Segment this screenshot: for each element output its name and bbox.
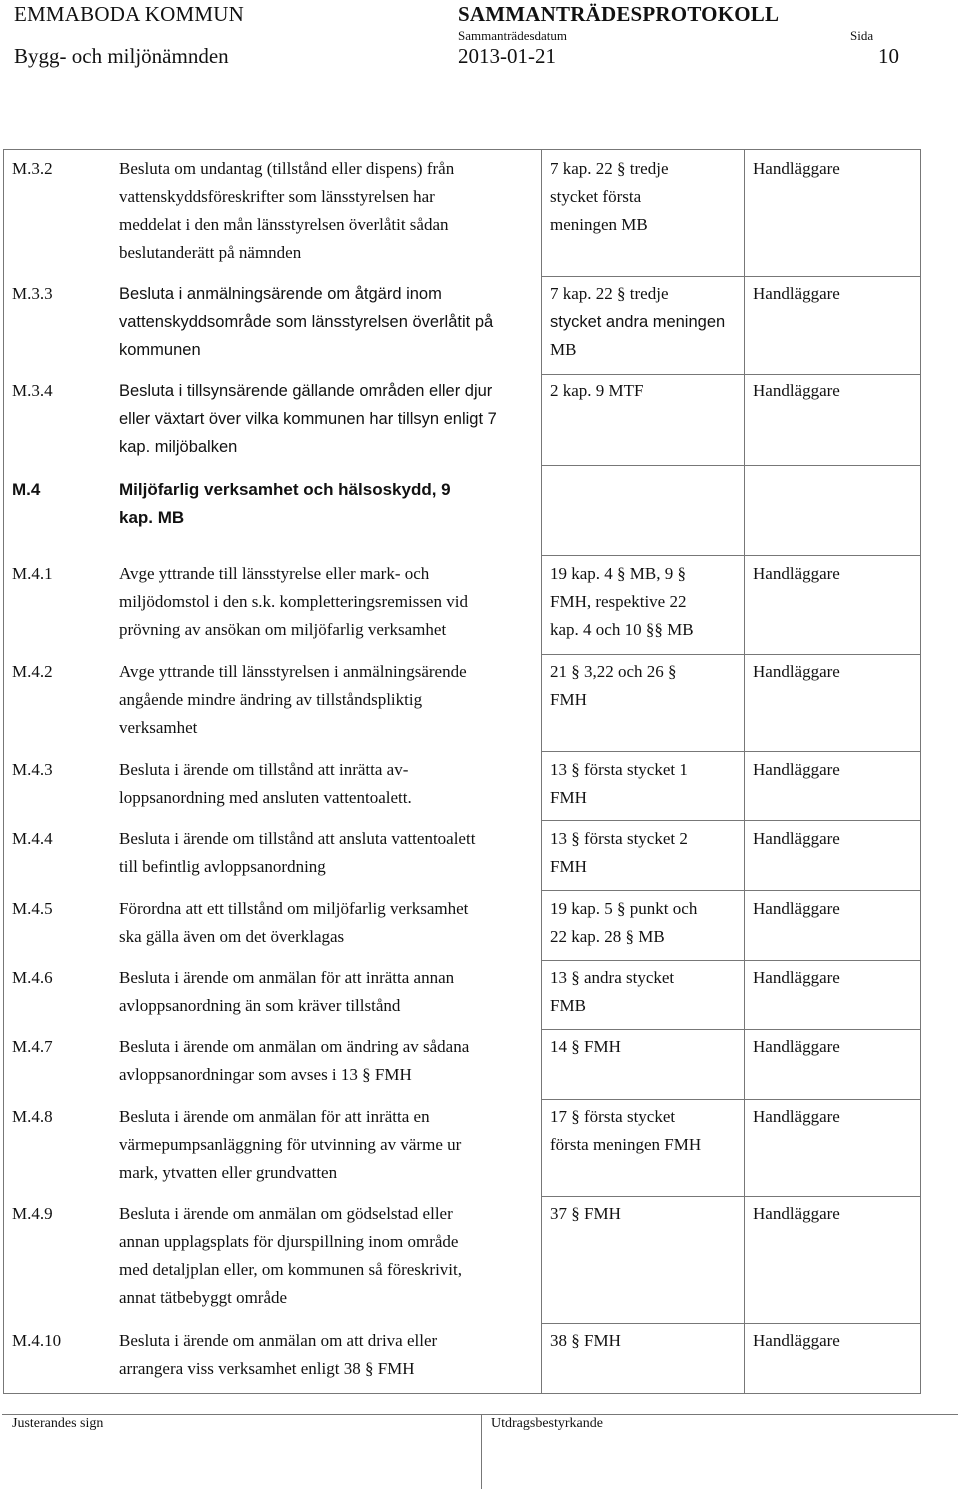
legal-reference — [550, 1033, 746, 1061]
row-divider — [541, 751, 920, 752]
row-divider — [541, 1196, 920, 1197]
row-divider — [541, 820, 920, 821]
description-line: annan upplagsplats för djurspillning inom område — [119, 1232, 459, 1251]
description-line: meddelat i den mån länsstyrelsen överlåtit sådan — [119, 215, 449, 234]
committee-name: Bygg- och miljönämnden — [14, 44, 229, 68]
reference-line: stycket första — [550, 187, 642, 206]
row-description — [119, 377, 539, 461]
document-type: SAMMANTRÄDESPROTOKOLL — [458, 2, 780, 26]
reference-line: FMH — [550, 788, 587, 807]
row-id: M.4.5 — [12, 899, 53, 918]
row-divider — [541, 555, 920, 556]
description-line: Förordna att ett tillstånd om miljöfarlig verksamhet — [119, 899, 469, 918]
row-description — [119, 560, 539, 644]
reference-line: 19 kap. 5 § punkt och — [550, 899, 698, 918]
reference-line: stycket andra meningen — [550, 313, 726, 331]
reference-line: FMH, respektive 22 — [550, 592, 687, 611]
delegate-role: Handläggare — [753, 564, 840, 583]
extract-certification-label: Utdragsbestyrkande — [491, 1416, 603, 1431]
row-description — [119, 280, 539, 364]
row-description — [119, 895, 539, 951]
row-id: M.4.8 — [12, 1107, 53, 1126]
row-id: M.4.3 — [12, 760, 53, 779]
legal-reference — [550, 756, 746, 812]
row-description — [119, 1033, 539, 1089]
row-id: M.4.9 — [12, 1204, 53, 1223]
description-line: kommunen — [119, 341, 201, 359]
row-id: M.4.2 — [12, 662, 53, 681]
legal-reference — [550, 964, 746, 1020]
approver-signature-label: Justerandes sign — [12, 1416, 104, 1431]
delegate-role: Handläggare — [753, 159, 840, 178]
row-description — [119, 1200, 539, 1312]
row-description — [119, 1327, 539, 1383]
description-line: beslutanderätt på nämnden — [119, 243, 302, 262]
footer-rule — [2, 1414, 958, 1415]
section-title — [119, 476, 539, 532]
row-description — [119, 658, 539, 742]
section-id: M.4 — [12, 480, 41, 499]
footer-divider — [481, 1414, 482, 1489]
reference-line: 38 § FMH — [550, 1331, 621, 1350]
reference-line: 37 § FMH — [550, 1204, 621, 1223]
row-description — [119, 1103, 539, 1187]
legal-reference — [550, 658, 746, 714]
legal-reference — [550, 1103, 746, 1159]
legal-reference — [550, 377, 746, 405]
description-line: Besluta i ärende om anmälan för att inrätta annan — [119, 968, 455, 987]
description-line: Besluta i ärende om anmälan om att driva eller — [119, 1331, 438, 1350]
page-number: 10 — [878, 44, 899, 68]
column-divider — [541, 150, 542, 1393]
description-line: miljödomstol i den s.k. kompletteringsremissen vid — [119, 592, 468, 611]
row-divider — [541, 890, 920, 891]
legal-reference — [550, 895, 746, 951]
row-id: M.4.6 — [12, 968, 53, 987]
reference-line: 2 kap. 9 MTF — [550, 381, 644, 400]
description-line: med detaljplan eller, om kommunen så föreskrivit, — [119, 1260, 463, 1279]
description-line: Besluta i ärende om tillstånd att inrätta av- — [119, 760, 409, 779]
meeting-date-label: Sammanträdesdatum — [458, 28, 568, 43]
row-divider — [541, 654, 920, 655]
description-line: Besluta i ärende om anmälan om gödselstad eller — [119, 1204, 453, 1223]
row-divider — [541, 1029, 920, 1030]
row-description — [119, 756, 539, 812]
row-divider — [541, 1099, 920, 1100]
description-line: eller växtart över vilka kommunen har tillsyn enligt 7 — [119, 410, 497, 428]
delegate-role: Handläggare — [753, 662, 840, 681]
description-line: Avge yttrande till länsstyrelse eller mark- och — [119, 564, 430, 583]
description-line: loppsanordning med ansluten vattentoalett. — [119, 788, 412, 807]
description-line: mark, ytvatten eller grundvatten — [119, 1163, 338, 1182]
row-divider — [541, 276, 920, 277]
description-line: Besluta i ärende om anmälan för att inrätta en — [119, 1107, 430, 1126]
reference-line: FMH — [550, 857, 587, 876]
meeting-date: 2013-01-21 — [458, 44, 556, 68]
row-divider — [541, 960, 920, 961]
reference-line: meningen MB — [550, 215, 648, 234]
description-line: Besluta i ärende om anmälan om ändring av sådana — [119, 1037, 470, 1056]
delegate-role: Handläggare — [753, 760, 840, 779]
legal-reference — [550, 280, 746, 364]
description-line: vattenskyddsföreskrifter som länsstyrelsen har — [119, 187, 435, 206]
legal-reference — [550, 155, 746, 239]
delegate-role: Handläggare — [753, 1037, 840, 1056]
row-id: M.4.10 — [12, 1331, 62, 1350]
reference-line: 7 kap. 22 § tredje — [550, 284, 669, 303]
reference-line: 13 § andra stycket — [550, 968, 675, 987]
delegate-role: Handläggare — [753, 381, 840, 400]
description-line: ska gälla även om det överklagas — [119, 927, 345, 946]
description-line: kap. MB — [119, 508, 185, 527]
reference-line: 13 § första stycket 2 — [550, 829, 688, 848]
row-id: M.3.3 — [12, 284, 53, 303]
delegation-table — [3, 149, 921, 1394]
description-line: kap. miljöbalken — [119, 438, 238, 456]
reference-line: 7 kap. 22 § tredje — [550, 159, 669, 178]
description-line: till befintlig avloppsanordning — [119, 857, 326, 876]
description-line: vattenskyddsområde som länsstyrelsen överlåtit på — [119, 313, 494, 331]
delegate-role: Handläggare — [753, 968, 840, 987]
description-line: angående mindre ändring av tillståndspliktig — [119, 690, 423, 709]
description-line: Besluta i ärende om tillstånd att ansluta vattentoalett — [119, 829, 476, 848]
legal-reference — [550, 1327, 746, 1355]
row-id: M.4.4 — [12, 829, 53, 848]
row-divider — [541, 465, 920, 466]
description-line: annat tätbebyggt område — [119, 1288, 288, 1307]
description-line: Miljöfarlig verksamhet och hälsoskydd, 9 — [119, 480, 451, 499]
description-line: Besluta i tillsynsärende gällande områden eller djur — [119, 382, 493, 400]
description-line: verksamhet — [119, 718, 198, 737]
reference-line: 19 kap. 4 § MB, 9 § — [550, 564, 686, 583]
description-line: Besluta om undantag (tillstånd eller dispens) från — [119, 159, 455, 178]
delegate-role: Handläggare — [753, 1331, 840, 1350]
row-id: M.3.2 — [12, 159, 53, 178]
reference-line: 21 § 3,22 och 26 § — [550, 662, 677, 681]
delegate-role: Handläggare — [753, 1107, 840, 1126]
description-line: arrangera viss verksamhet enligt 38 § FMH — [119, 1359, 415, 1378]
legal-reference — [550, 1200, 746, 1228]
reference-line: kap. 4 och 10 §§ MB — [550, 620, 694, 639]
description-line: Besluta i anmälningsärende om åtgärd inom — [119, 285, 442, 303]
delegate-role: Handläggare — [753, 829, 840, 848]
description-line: prövning av ansökan om miljöfarlig verksamhet — [119, 620, 447, 639]
description-line: värmepumpsanläggning för utvinning av värme ur — [119, 1135, 462, 1154]
municipality-name: EMMABODA KOMMUN — [14, 2, 244, 26]
page-label: Sida — [850, 28, 874, 43]
delegate-role: Handläggare — [753, 284, 840, 303]
header-top-row — [14, 2, 946, 28]
row-description — [119, 825, 539, 881]
description-line: avloppsanordningar som avses i 13 § FMH — [119, 1065, 412, 1084]
description-line: avloppsanordning än som kräver tillstånd — [119, 996, 401, 1015]
reference-line: 14 § FMH — [550, 1037, 621, 1056]
description-line: Avge yttrande till länsstyrelsen i anmälningsärende — [119, 662, 467, 681]
row-id: M.4.1 — [12, 564, 53, 583]
footer — [2, 1414, 958, 1489]
row-divider — [541, 1323, 920, 1324]
reference-line: 22 kap. 28 § MB — [550, 927, 665, 946]
reference-line: FMB — [550, 996, 586, 1015]
reference-line: 17 § första stycket — [550, 1107, 676, 1126]
delegate-role: Handläggare — [753, 1204, 840, 1223]
reference-line: första meningen FMH — [550, 1135, 702, 1154]
reference-line: FMH — [550, 690, 587, 709]
legal-reference — [550, 825, 746, 881]
legal-reference — [550, 560, 746, 644]
row-id: M.3.4 — [12, 381, 53, 400]
row-description — [119, 155, 539, 267]
delegate-role: Handläggare — [753, 899, 840, 918]
row-description — [119, 964, 539, 1020]
row-divider — [541, 374, 920, 375]
reference-line: MB — [550, 340, 577, 359]
reference-line: 13 § första stycket 1 — [550, 760, 688, 779]
row-id: M.4.7 — [12, 1037, 53, 1056]
